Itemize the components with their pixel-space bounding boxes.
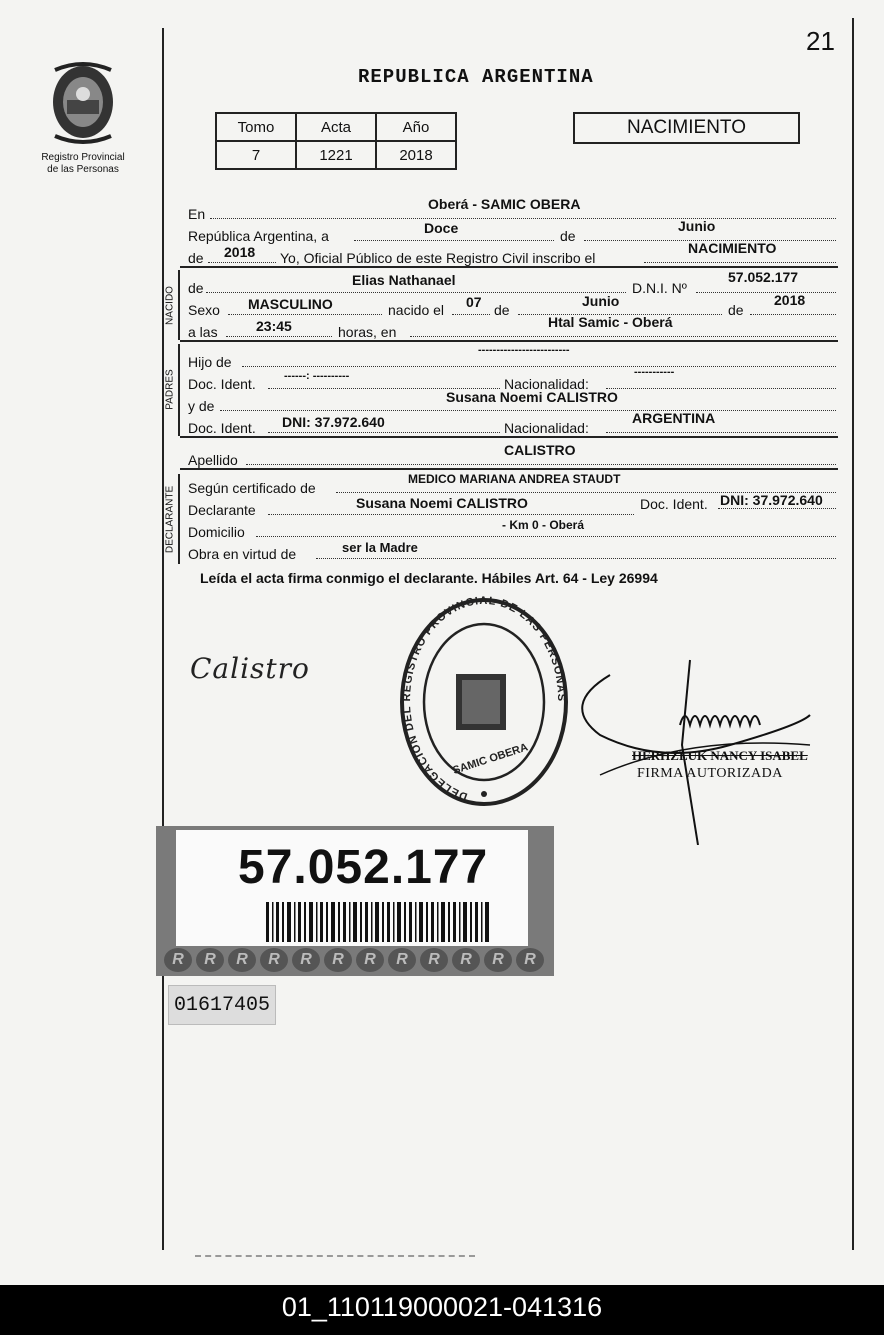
value-act-type: NACIMIENTO: [688, 240, 777, 256]
label-sexo: Sexo: [188, 302, 220, 318]
value-surname: CALISTRO: [504, 442, 576, 458]
faint-print-line: [195, 1254, 475, 1257]
value-certificate: MEDICO MARIANA ANDREA STAUDT: [408, 472, 621, 486]
barcode-icon: [266, 902, 490, 942]
value-father: -------------------------: [478, 344, 570, 356]
label-declarante: Declarante: [188, 502, 256, 518]
logo-caption-line2: de las Personas: [47, 164, 119, 175]
pattern-r-icon: R: [164, 948, 192, 972]
closing-statement: Leída el acta firma conmigo el declarante. Hábiles Art. 64 - Ley 26994: [200, 570, 658, 586]
province-emblem-icon: [43, 60, 123, 146]
header-acta: Acta: [296, 113, 376, 141]
label-de-year: de: [188, 250, 204, 266]
page-number: 21: [806, 26, 835, 56]
value-father-doc: ------: ----------: [284, 370, 350, 382]
header-anio: Año: [376, 113, 456, 141]
label-segun: Según certificado de: [188, 480, 316, 496]
value-declarant-doc: DNI: 37.972.640: [720, 492, 823, 508]
label-de2: de: [494, 302, 510, 318]
value-mother-nat: ARGENTINA: [632, 410, 716, 426]
stamp-center-text: SAMIC OBERA: [451, 741, 530, 777]
label-a-las: a las: [188, 324, 218, 340]
value-mother: Susana Noemi CALISTRO: [446, 389, 618, 405]
value-acta: 1221: [296, 141, 376, 169]
id-sticker: [156, 826, 554, 976]
right-margin-line: [852, 18, 854, 1250]
label-de3: de: [728, 302, 744, 318]
value-address: - Km 0 - Oberá: [502, 518, 585, 532]
value-father-nat: -----------: [634, 366, 675, 378]
stamp-seal-icon: [398, 596, 570, 810]
pattern-r-icon: R: [292, 948, 320, 972]
value-day: Doce: [424, 220, 459, 236]
logo-caption-line1: Registro Provincial: [41, 152, 125, 163]
label-dni: D.N.I. Nº: [632, 280, 687, 296]
value-birth-place: Htal Samic - Oberá: [548, 314, 673, 330]
label-obra: Obra en virtud de: [188, 546, 297, 562]
value-capacity: ser la Madre: [342, 540, 418, 555]
pattern-r-icon: R: [420, 948, 448, 972]
value-month: Junio: [678, 218, 716, 234]
header-tomo: Tomo: [216, 113, 296, 141]
pattern-r-icon: R: [324, 948, 352, 972]
label-en: En: [188, 206, 206, 222]
sticker-number: 57.052.177: [238, 841, 489, 894]
document-title: REPUBLICA ARGENTINA: [358, 66, 594, 88]
section-declarante: DECLARANTE: [164, 485, 176, 554]
record-type-box: NACIMIENTO: [573, 112, 800, 144]
label-domicilio: Domicilio: [188, 524, 245, 540]
section-nacido: NACIDO: [164, 286, 176, 325]
official-label: FIRMA AUTORIZADA: [637, 766, 783, 781]
label-doc-ident3: Doc. Ident.: [640, 496, 708, 512]
pattern-r-icon: R: [356, 948, 384, 972]
label-y-de: y de: [188, 398, 215, 414]
label-apellido: Apellido: [188, 452, 238, 468]
value-time: 23:45: [256, 318, 292, 334]
label-hijo-de: Hijo de: [188, 354, 232, 370]
label-republica: República Argentina, a: [188, 228, 329, 244]
label-de-name: de: [188, 280, 204, 296]
label-nacionalidad2: Nacionalidad:: [504, 420, 589, 436]
label-yo: Yo, Oficial Público de este Registro Civil inscribo el: [280, 250, 596, 266]
label-doc-ident2: Doc. Ident.: [188, 420, 256, 436]
registry-stamp: [398, 596, 570, 815]
stamp-ring-text: DELEGACION DEL REGISTRO PROVINCIAL DE LAS PERSONAS: [400, 596, 568, 803]
value-mother-doc: DNI: 37.972.640: [282, 414, 385, 430]
label-nacido-el: nacido el: [388, 302, 445, 318]
value-name: Elias Nathanael: [352, 272, 456, 288]
value-anio: 2018: [376, 141, 456, 169]
value-birth-year: 2018: [774, 292, 806, 308]
pattern-r-icon: R: [260, 948, 288, 972]
left-margin-line: [162, 28, 164, 1250]
value-sex: MASCULINO: [248, 296, 333, 312]
serial-number: 01617405: [168, 985, 276, 1025]
value-birth-month: Junio: [582, 293, 620, 309]
pattern-r-icon: R: [388, 948, 416, 972]
value-birth-day: 07: [466, 294, 482, 310]
sticker-pattern: [164, 948, 544, 972]
label-de-month: de: [560, 228, 576, 244]
label-horas-en: horas, en: [338, 324, 397, 340]
value-dni: 57.052.177: [728, 269, 799, 285]
footer-id-bar: 01_110119000021-041316: [0, 1285, 884, 1335]
declarant-signature: Calistro: [190, 652, 310, 685]
pattern-r-icon: R: [228, 948, 256, 972]
pattern-r-icon: R: [484, 948, 512, 972]
pattern-r-icon: R: [516, 948, 544, 972]
pattern-r-icon: R: [196, 948, 224, 972]
value-year: 2018: [224, 244, 256, 260]
registry-logo: [38, 60, 128, 176]
sticker-label: [176, 830, 528, 946]
label-nacionalidad: Nacionalidad:: [504, 376, 589, 392]
value-place: Oberá - SAMIC OBERA: [428, 196, 581, 212]
value-declarant: Susana Noemi CALISTRO: [356, 495, 528, 511]
official-name: HERHZLUK NANCY ISABEL: [632, 748, 808, 763]
pattern-r-icon: R: [452, 948, 480, 972]
record-table: [215, 112, 457, 170]
label-doc-ident: Doc. Ident.: [188, 376, 256, 392]
value-tomo: 7: [216, 141, 296, 169]
section-padres: PADRES: [164, 369, 176, 410]
